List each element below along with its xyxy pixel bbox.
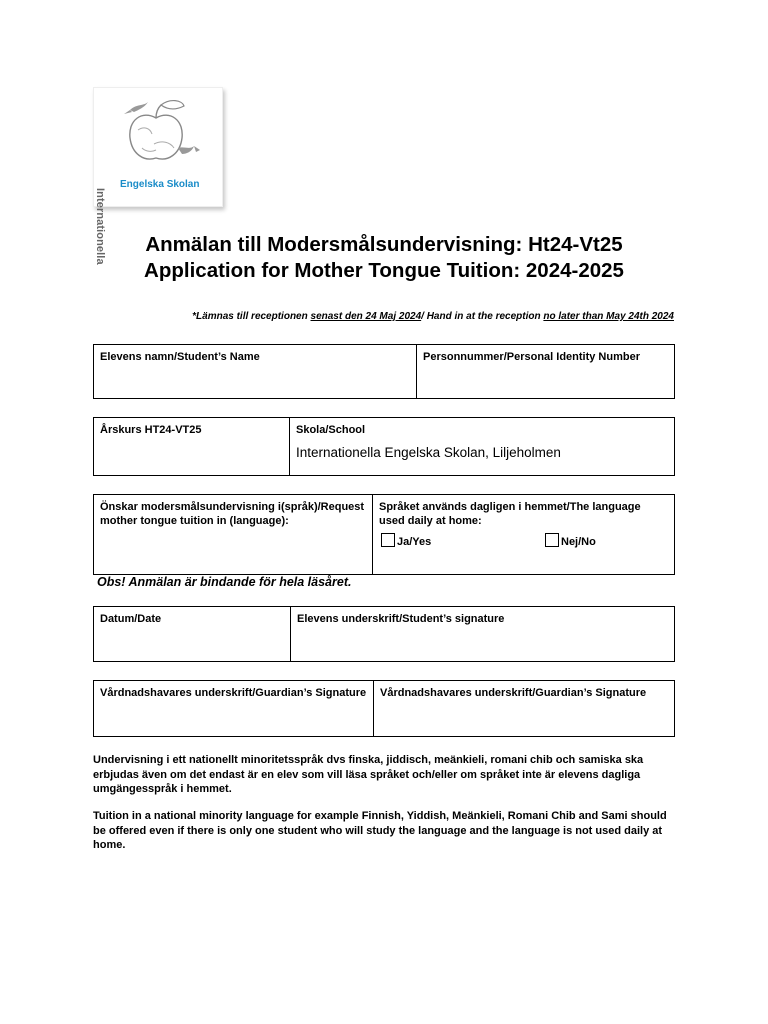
guardian-signature-label-1: Vårdnadshavares underskrift/Guardian’s Signature [100,687,367,699]
no-checkbox[interactable] [545,533,596,548]
guardian-signature-box [93,680,675,737]
logo-vertical-text: Internationella [94,188,106,265]
page-title-english: Application for Mother Tongue Tuition: 2024-2025 [144,259,624,282]
minority-language-paragraph-english: Tuition in a national minority language for example Finnish, Yiddish, Meänkieli, Romani Chib and Sami should be offered even if there is only one student who will study the language and the language is not used daily at home. [93,810,667,851]
page-title-swedish: Anmälan till Modersmålsundervisning: Ht24-Vt25 [145,233,623,256]
student-name-field[interactable] [94,345,416,398]
personal-number-label: Personnummer/Personal Identity Number [423,351,640,363]
no-label: Nej/No [561,536,596,548]
school-label: Skola/School [296,424,366,436]
guardian-signature-field-1[interactable] [94,681,373,736]
checkbox-icon [381,533,395,547]
student-name-label: Elevens namn/Student’s Name [100,351,260,363]
note-deadline-swedish: senast den 24 Maj 2024 [310,311,422,322]
school-logo [93,87,223,265]
personal-number-field[interactable] [416,345,674,398]
date-label: Datum/Date [100,613,162,625]
date-field[interactable] [94,607,290,661]
checkbox-icon [545,533,559,547]
minority-language-paragraph-swedish: Undervisning i ett nationellt minoritetsspråk dvs finska, jiddisch, meänkieli, romani chib och samiska ska erbjudas även om det endast är en elev som vill läsa språket och/eller om språket inte är elevens dagliga umgängesspråk i hemmet. [93,754,644,795]
guardian-signature-field-2[interactable] [373,681,674,736]
submission-note [192,311,674,322]
binding-notice: Obs! Anmälan är bindande för hela läsåret. [97,575,352,589]
school-value: Internationella Engelska Skolan, Liljeholmen [296,445,561,460]
guardian-signature-label-2: Vårdnadshavares underskrift/Guardian’s Signature [380,687,647,699]
language-request-field[interactable] [94,495,372,574]
grade-label: Årskurs HT24-VT25 [100,424,202,436]
note-text-2: / Hand in at the reception [421,311,544,322]
grade-school-box [93,417,675,476]
language-box [93,494,675,575]
language-request-label: Önskar modersmålsundervisning i(språk)/Request mother tongue tuition in (language): [100,501,365,527]
student-signature-field[interactable] [290,607,674,661]
note-deadline-english: no later than May 24th 2024 [543,311,674,322]
date-signature-box [93,606,675,662]
school-field[interactable] [289,418,674,475]
language-daily-label: Språket används dagligen i hemmet/The language used daily at home: [379,501,641,527]
grade-field[interactable] [94,418,289,475]
yes-label: Ja/Yes [397,536,432,548]
note-text-1: *Lämnas till receptionen [192,311,311,322]
logo-brand-text: Engelska Skolan [120,179,200,190]
student-signature-label: Elevens underskrift/Student’s signature [297,613,505,625]
name-id-box [93,344,675,399]
yes-checkbox[interactable] [381,533,431,548]
